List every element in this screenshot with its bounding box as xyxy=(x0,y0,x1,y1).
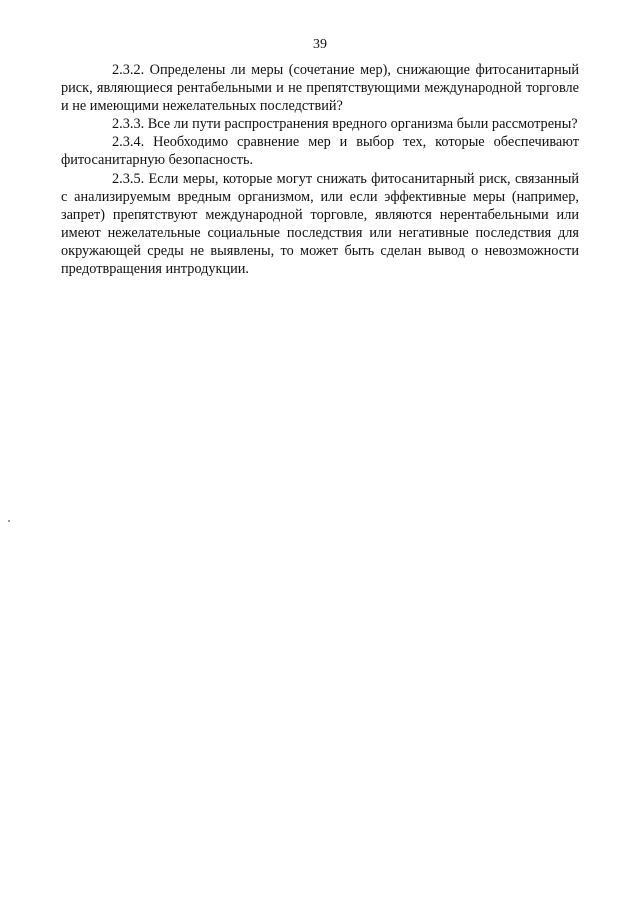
paragraph-2-3-5: 2.3.5. Если меры, которые могут снижать фитосанитарный риск, связанный с анализируемым вредным организмом, или если эффективные меры (например, запрет) препятствуют международной торговле, являются нерентабельными или имеют нежелательные социальные последствия или негативные последствия для окружающей среды не выявлены, то может быть сделан вывод о невозможности предотвращения интродукции. xyxy=(61,170,579,278)
paragraph-2-3-4: 2.3.4. Необходимо сравнение мер и выбор тех, которые обеспечивают фитосанитарную безопасность. xyxy=(61,134,579,169)
paragraph-2-3-3: 2.3.3. Все ли пути распространения вредного организма были рассмотрены? xyxy=(112,116,578,133)
paragraph-2-3-2: 2.3.2. Определены ли меры (сочетание мер), снижающие фитосанитарный риск, являющиеся рентабельными и не препятствующими международной торговле и не имеющими нежелательных последствий? xyxy=(61,62,579,115)
document-body xyxy=(61,61,579,278)
page-number: 39 xyxy=(313,37,327,52)
scan-artifact-mark xyxy=(8,520,10,522)
